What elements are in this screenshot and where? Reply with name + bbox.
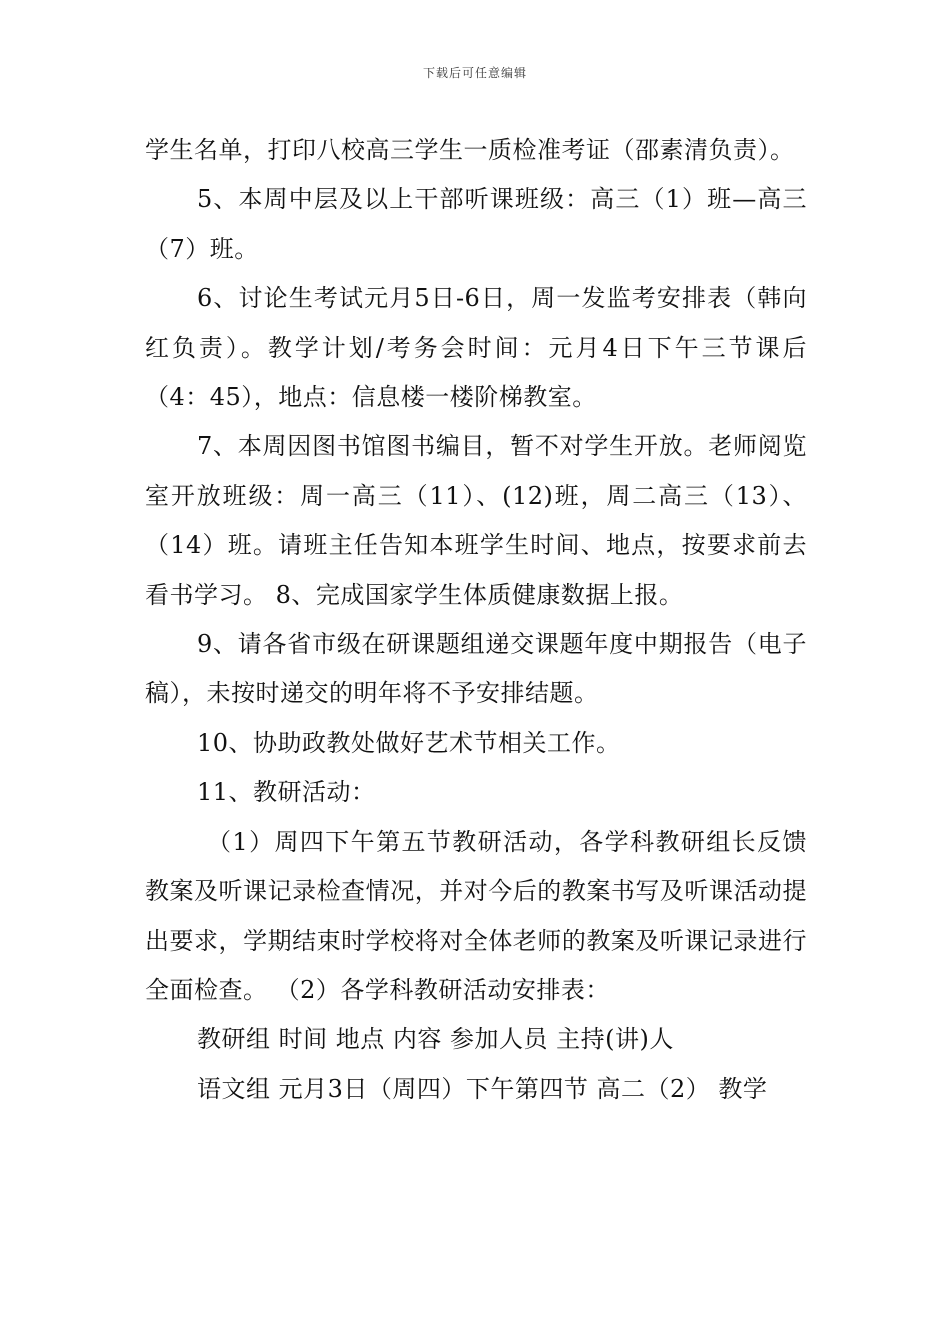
table-header-line: 教研组 时间 地点 内容 参加人员 主持(讲)人 [197, 1025, 674, 1054]
paragraph-item-10: 10、协助政教处做好艺术节相关工作。 [197, 728, 621, 757]
paragraph-item-5: 5、本周中层及以上干部听课班级：高三（1）班—高三（7）班。 [145, 185, 807, 263]
document-body [145, 126, 807, 1114]
table-row-chinese-group: 语文组 元月3日（周四）下午第四节 高二（2） 教学 [197, 1074, 768, 1103]
paragraph-item-6: 6、讨论生考试元月5日-6日，周一发监考安排表（韩向红负责）。教学计划/考务会时间：元月4日下午三节课后（4：45），地点：信息楼一楼阶梯教室。 [145, 284, 807, 412]
paragraph-item-11: 11、教研活动： [197, 778, 376, 807]
page-header-note: 下载后可任意编辑 [422, 66, 527, 80]
paragraph-student-list: 学生名单，打印八校高三学生一质检准考证（邵素清负责）。 [145, 136, 795, 164]
paragraph-teaching-research: （1）周四下午第五节教研活动，各学科教研组长反馈教案及听课记录检查情况，并对今后的教案书写及听课活动提出要求，学期结束时学校将对全体老师的教案及听课记录进行全面检查。 （2）各学科教研活动安排表： [145, 827, 807, 1004]
paragraph-item-7-8: 7、本周因图书馆图书编目，暂不对学生开放。老师阅览室开放班级：周一高三（11）、(12)班，周二高三（13）、（14）班。请班主任告知本班学生时间、地点，按要求前去看书学习。 8、完成国家学生体质健康数据上报。 [145, 432, 807, 609]
paragraph-item-9: 9、请各省市级在研课题组递交课题年度中期报告（电子稿），未按时递交的明年将不予安排结题。 [145, 630, 807, 708]
